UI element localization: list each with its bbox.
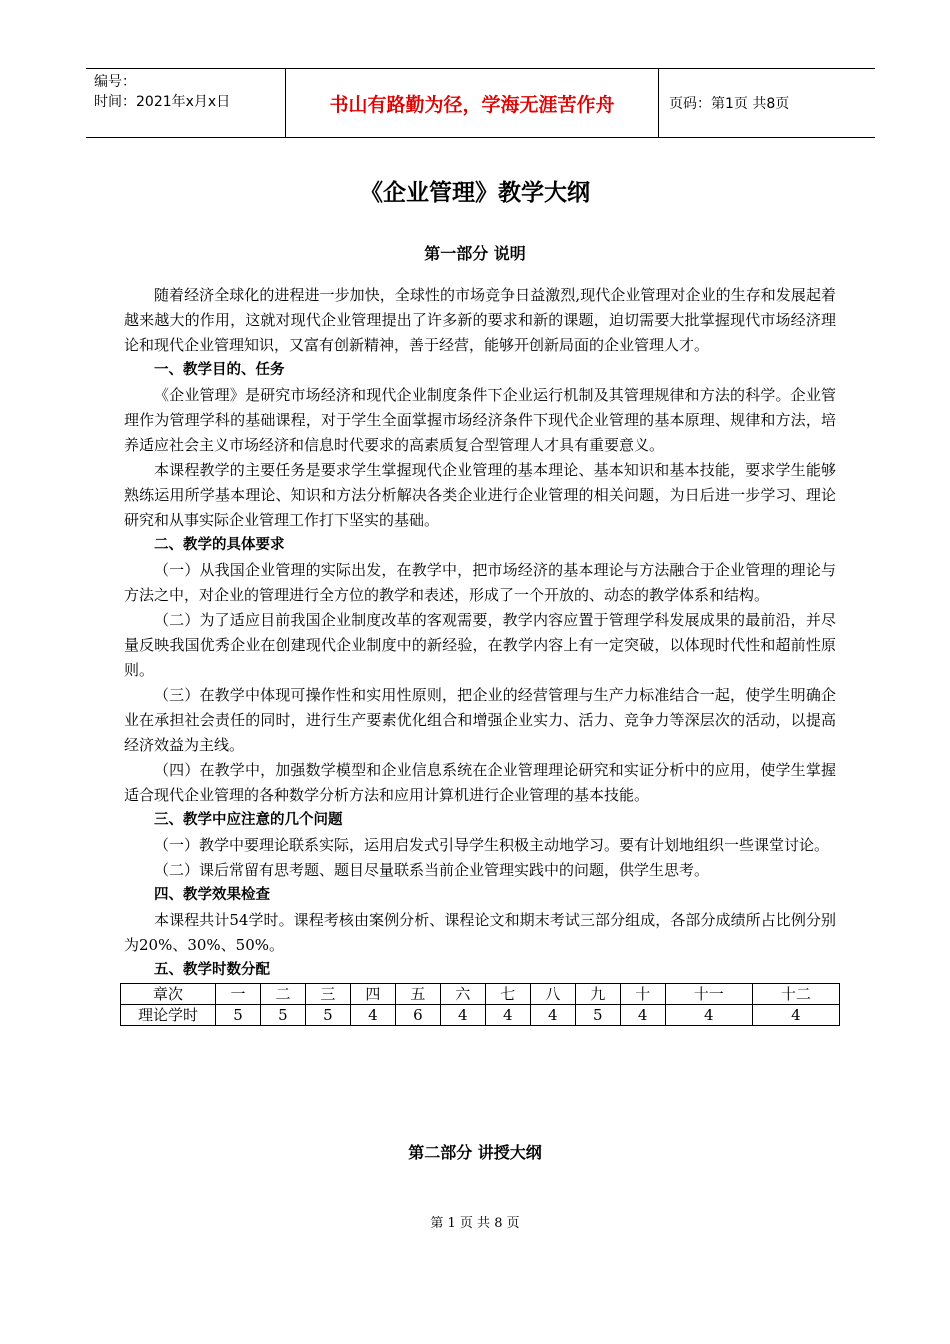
section1-paragraph-2: 本课程教学的主要任务是要求学生掌握现代企业管理的基本理论、基本知识和基本技能，要求学生能够熟练运用所学基本理论、知识和方法分析解决各类企业进行企业管理的相关问题，为日后进一步学习、理论研究和从事实际企业管理工作打下坚实的基础。	[124, 461, 836, 529]
header-info-cell	[86, 69, 286, 137]
chapter-cell: 九	[575, 984, 620, 1005]
document-body	[124, 283, 836, 1026]
hours-cell: 5	[305, 1005, 350, 1026]
part1-title: 第一部分 说明	[424, 244, 526, 263]
chapter-cell: 十一	[665, 984, 752, 1005]
hours-cell: 4	[485, 1005, 530, 1026]
document-title: 《企业管理》教学大纲	[360, 180, 590, 206]
hours-cell: 4	[752, 1005, 839, 1026]
section2-paragraph-3: （三）在教学中体现可操作性和实用性原则，把企业的经营管理与生产力标准结合一起，使学生明确企业在承担社会责任的同时，进行生产要素优化组合和增强企业实力、活力、竞争力等深层次的活动，以提高经济效益为主线。	[124, 686, 836, 754]
section5-heading: 五、教学时数分配	[154, 962, 270, 978]
chapter-cell: 四	[350, 984, 395, 1005]
section3-paragraph-2: （二）课后常留有思考题、题目尽量联系当前企业管理实践中的问题，供学生思考。	[154, 861, 710, 879]
chapter-cell: 十二	[752, 984, 839, 1005]
hours-cell: 4	[440, 1005, 485, 1026]
chapter-cell: 一	[216, 984, 261, 1005]
section4-paragraph-1: 本课程共计54学时。课程考核由案例分析、课程论文和期末考试三部分组成，各部分成绩所占比例分别为20%、30%、50%。	[124, 911, 836, 954]
time-label: 时间：2021年x月x日	[94, 94, 231, 110]
hours-row	[121, 1005, 840, 1026]
header-motto: 书山有路勤为径，学海无涯苦作舟	[286, 69, 659, 137]
page-footer: 第 1 页 共 8 页	[430, 1216, 520, 1231]
header-table	[86, 68, 875, 138]
hours-row-label: 理论学时	[121, 1005, 216, 1026]
part2-title: 第二部分 讲授大纲	[408, 1143, 542, 1162]
hours-cell: 4	[620, 1005, 665, 1026]
hours-cell: 6	[395, 1005, 440, 1026]
chapter-cell: 十	[620, 984, 665, 1005]
chapter-row	[121, 984, 840, 1005]
section2-paragraph-4: （四）在教学中，加强数学模型和企业信息系统在企业管理理论研究和实证分析中的应用，使学生掌握适合现代企业管理的各种数学分析方法和应用计算机进行企业管理的基本技能。	[124, 761, 836, 804]
section3-heading: 三、教学中应注意的几个问题	[154, 812, 343, 828]
hours-cell: 4	[665, 1005, 752, 1026]
section4-heading: 四、教学效果检查	[154, 887, 270, 903]
chapter-cell: 五	[395, 984, 440, 1005]
section2-paragraph-2: （二）为了适应目前我国企业制度改革的客观需要，教学内容应置于管理学科发展成果的最前沿，并尽量反映我国优秀企业在创建现代企业制度中的新经验，在教学内容上有一定突破，以体现时代性和超前性原则。	[124, 611, 836, 679]
section2-heading: 二、教学的具体要求	[154, 537, 285, 553]
section3-paragraph-1: （一）教学中要理论联系实际，运用启发式引导学生积极主动地学习。要有计划地组织一些课堂讨论。	[154, 836, 830, 854]
chapter-row-label: 章次	[121, 984, 216, 1005]
hours-cell: 5	[575, 1005, 620, 1026]
chapter-cell: 七	[485, 984, 530, 1005]
hours-cell: 5	[260, 1005, 305, 1026]
hours-cell: 4	[530, 1005, 575, 1026]
chapter-cell: 二	[260, 984, 305, 1005]
section2-paragraph-1: （一）从我国企业管理的实际出发，在教学中，把市场经济的基本理论与方法融合于企业管理的理论与方法之中，对企业的管理进行全方位的教学和表述，形成了一个开放的、动态的教学体系和结构。	[124, 561, 836, 604]
chapter-cell: 八	[530, 984, 575, 1005]
section1-heading: 一、教学目的、任务	[154, 362, 285, 378]
header-page-label: 页码：第1页 共8页	[669, 96, 790, 112]
chapter-cell: 三	[305, 984, 350, 1005]
hours-cell: 5	[216, 1005, 261, 1026]
number-label: 编号：	[94, 74, 136, 90]
hours-cell: 4	[350, 1005, 395, 1026]
section1-paragraph-1: 《企业管理》是研究市场经济和现代企业制度条件下企业运行机制及其管理规律和方法的科学。企业管理作为管理学科的基础课程，对于学生全面掌握市场经济条件下现代企业管理的基本原理、规律和方法，培养适应社会主义市场经济和信息时代要求的高素质复合型管理人才具有重要意义。	[124, 386, 836, 454]
hours-table	[120, 983, 840, 1026]
chapter-cell: 六	[440, 984, 485, 1005]
intro-paragraph: 随着经济全球化的进程进一步加快，全球性的市场竞争日益激烈,现代企业管理对企业的生存和发展起着越来越大的作用，这就对现代企业管理提出了许多新的要求和新的课题，迫切需要大批掌握现代市场经济理论和现代企业管理知识，又富有创新精神，善于经营，能够开创新局面的企业管理人才。	[124, 286, 836, 354]
